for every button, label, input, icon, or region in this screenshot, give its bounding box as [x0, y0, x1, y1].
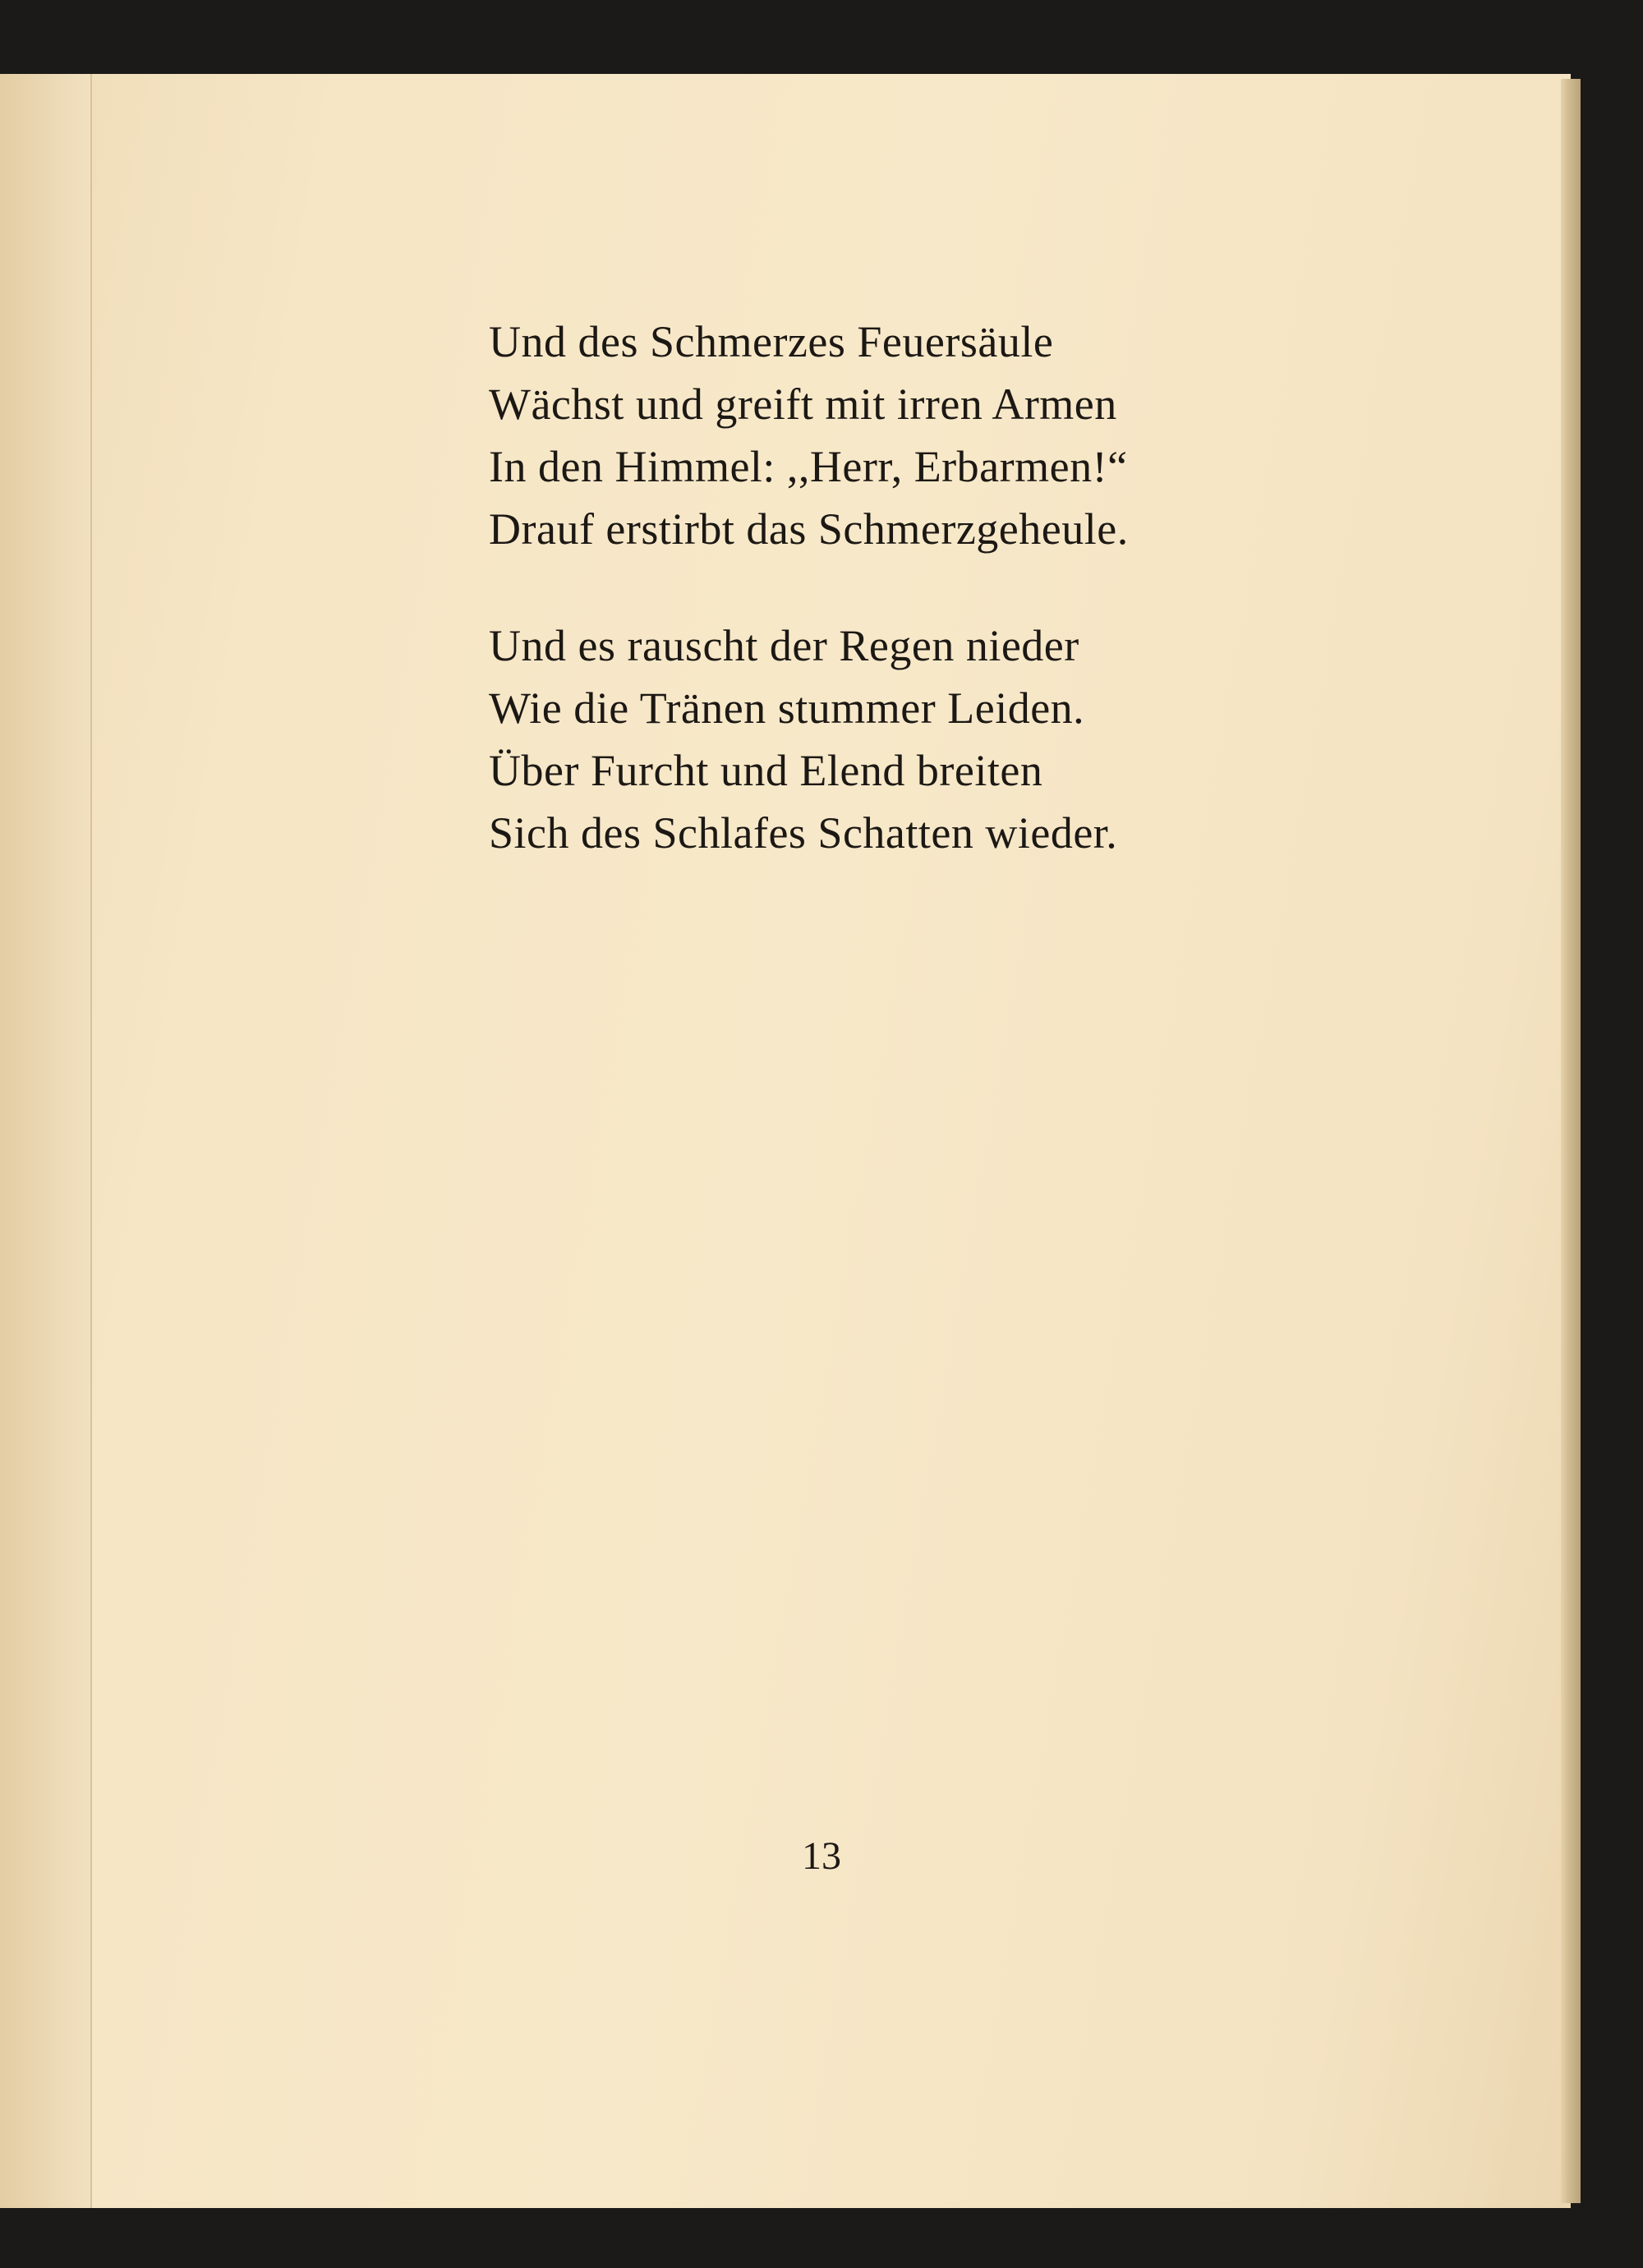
- page-number: 13: [802, 1834, 841, 1878]
- poem-line: Über Furcht und Elend breiten: [489, 746, 1043, 795]
- poem-line: Drauf erstirbt das Schmerzgeheule.: [489, 504, 1129, 554]
- page-edge: [1561, 79, 1581, 2203]
- stanza-1: [489, 311, 1228, 560]
- book-spine: [0, 74, 92, 2208]
- poem-line: Wächst und greift mit irren Armen: [489, 380, 1117, 429]
- poem: [489, 311, 1228, 918]
- poem-line: Und des Schmerzes Feuersäule: [489, 317, 1054, 366]
- poem-line: Sich des Schlafes Schatten wieder.: [489, 808, 1118, 858]
- poem-line: Und es rauscht der Regen nieder: [489, 621, 1079, 670]
- poem-line: In den Himmel: ,,Herr, Erbarmen!“: [489, 442, 1128, 491]
- poem-line: Wie die Tränen stummer Leiden.: [489, 683, 1085, 733]
- stanza-2: [489, 614, 1228, 864]
